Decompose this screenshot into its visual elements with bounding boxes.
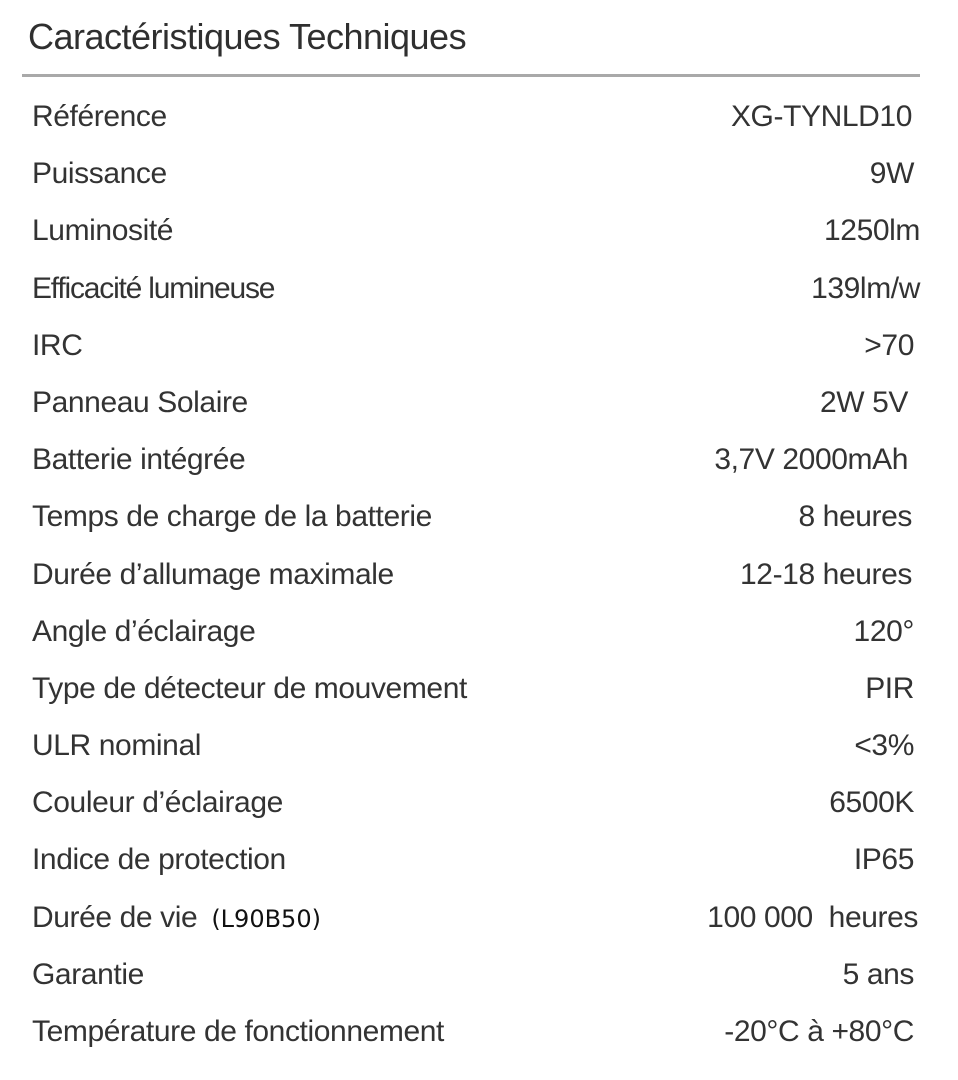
spec-label: Batterie intégrée bbox=[32, 443, 246, 477]
spec-label: ULR nominal bbox=[32, 729, 202, 763]
spec-label: Durée d’allumage maximale bbox=[32, 557, 394, 591]
spec-row-panneau-solaire bbox=[0, 376, 958, 433]
spec-row-reference bbox=[0, 90, 958, 147]
title-divider bbox=[22, 74, 920, 77]
spec-value: 1250lm bbox=[824, 214, 920, 248]
spec-row-couleur bbox=[0, 776, 958, 833]
spec-label: Indice de protection bbox=[32, 843, 286, 877]
spec-row-detecteur bbox=[0, 662, 958, 719]
spec-value: 12-18 heures bbox=[740, 557, 912, 591]
spec-value: 2W 5V bbox=[819, 385, 908, 419]
spec-label: Garantie bbox=[32, 957, 144, 991]
spec-label: Luminosité bbox=[32, 214, 174, 248]
spec-row-efficacite bbox=[0, 262, 958, 319]
spec-label: Température de fonctionnement bbox=[32, 1015, 444, 1048]
spec-label-note: (L90B50) bbox=[211, 904, 321, 933]
spec-row-duree-allumage bbox=[0, 548, 958, 605]
spec-row-angle bbox=[0, 605, 958, 662]
spec-value: <3% bbox=[854, 729, 914, 763]
spec-value: IP65 bbox=[853, 843, 914, 877]
spec-row-puissance bbox=[0, 147, 958, 204]
spec-table bbox=[0, 90, 958, 1062]
spec-value: 100 000 heures bbox=[707, 900, 918, 934]
spec-label: Temps de charge de la batterie bbox=[32, 500, 432, 534]
spec-label: Référence bbox=[32, 100, 167, 133]
spec-value: XG-TYNLD10 bbox=[730, 100, 912, 133]
spec-value: PIR bbox=[865, 671, 914, 705]
spec-label-text: Durée de vie bbox=[32, 900, 198, 934]
spec-row-irc bbox=[0, 319, 958, 376]
spec-value: 8 heures bbox=[798, 500, 912, 534]
spec-value: 3,7V 2000mAh bbox=[714, 443, 908, 477]
spec-label: Puissance bbox=[32, 157, 167, 191]
spec-label: Panneau Solaire bbox=[32, 385, 248, 419]
spec-row-protection bbox=[0, 833, 958, 890]
spec-value: 6500K bbox=[829, 786, 914, 820]
spec-label: IRC bbox=[32, 328, 83, 362]
spec-label: Efficacité lumineuse bbox=[32, 271, 275, 305]
spec-row-temps-charge bbox=[0, 490, 958, 547]
spec-label: Type de détecteur de mouvement bbox=[32, 671, 467, 705]
spec-value: 120° bbox=[853, 614, 914, 648]
spec-value: >70 bbox=[864, 328, 914, 362]
spec-label: Couleur d’éclairage bbox=[32, 786, 283, 820]
spec-row-ulr bbox=[0, 719, 958, 776]
spec-value: 139lm/w bbox=[811, 271, 920, 305]
spec-label: Angle d’éclairage bbox=[32, 614, 256, 648]
spec-value: 5 ans bbox=[842, 957, 914, 991]
spec-value: -20°C à +80°C bbox=[724, 1015, 914, 1048]
spec-value: 9W bbox=[869, 157, 914, 191]
page-title: Caractéristiques Techniques bbox=[28, 16, 467, 57]
spec-row-duree-vie bbox=[0, 891, 958, 948]
spec-row-garantie bbox=[0, 948, 958, 1005]
spec-row-batterie bbox=[0, 433, 958, 490]
spec-row-luminosite bbox=[0, 204, 958, 261]
spec-label bbox=[32, 901, 321, 935]
spec-row-temperature bbox=[0, 1005, 958, 1062]
